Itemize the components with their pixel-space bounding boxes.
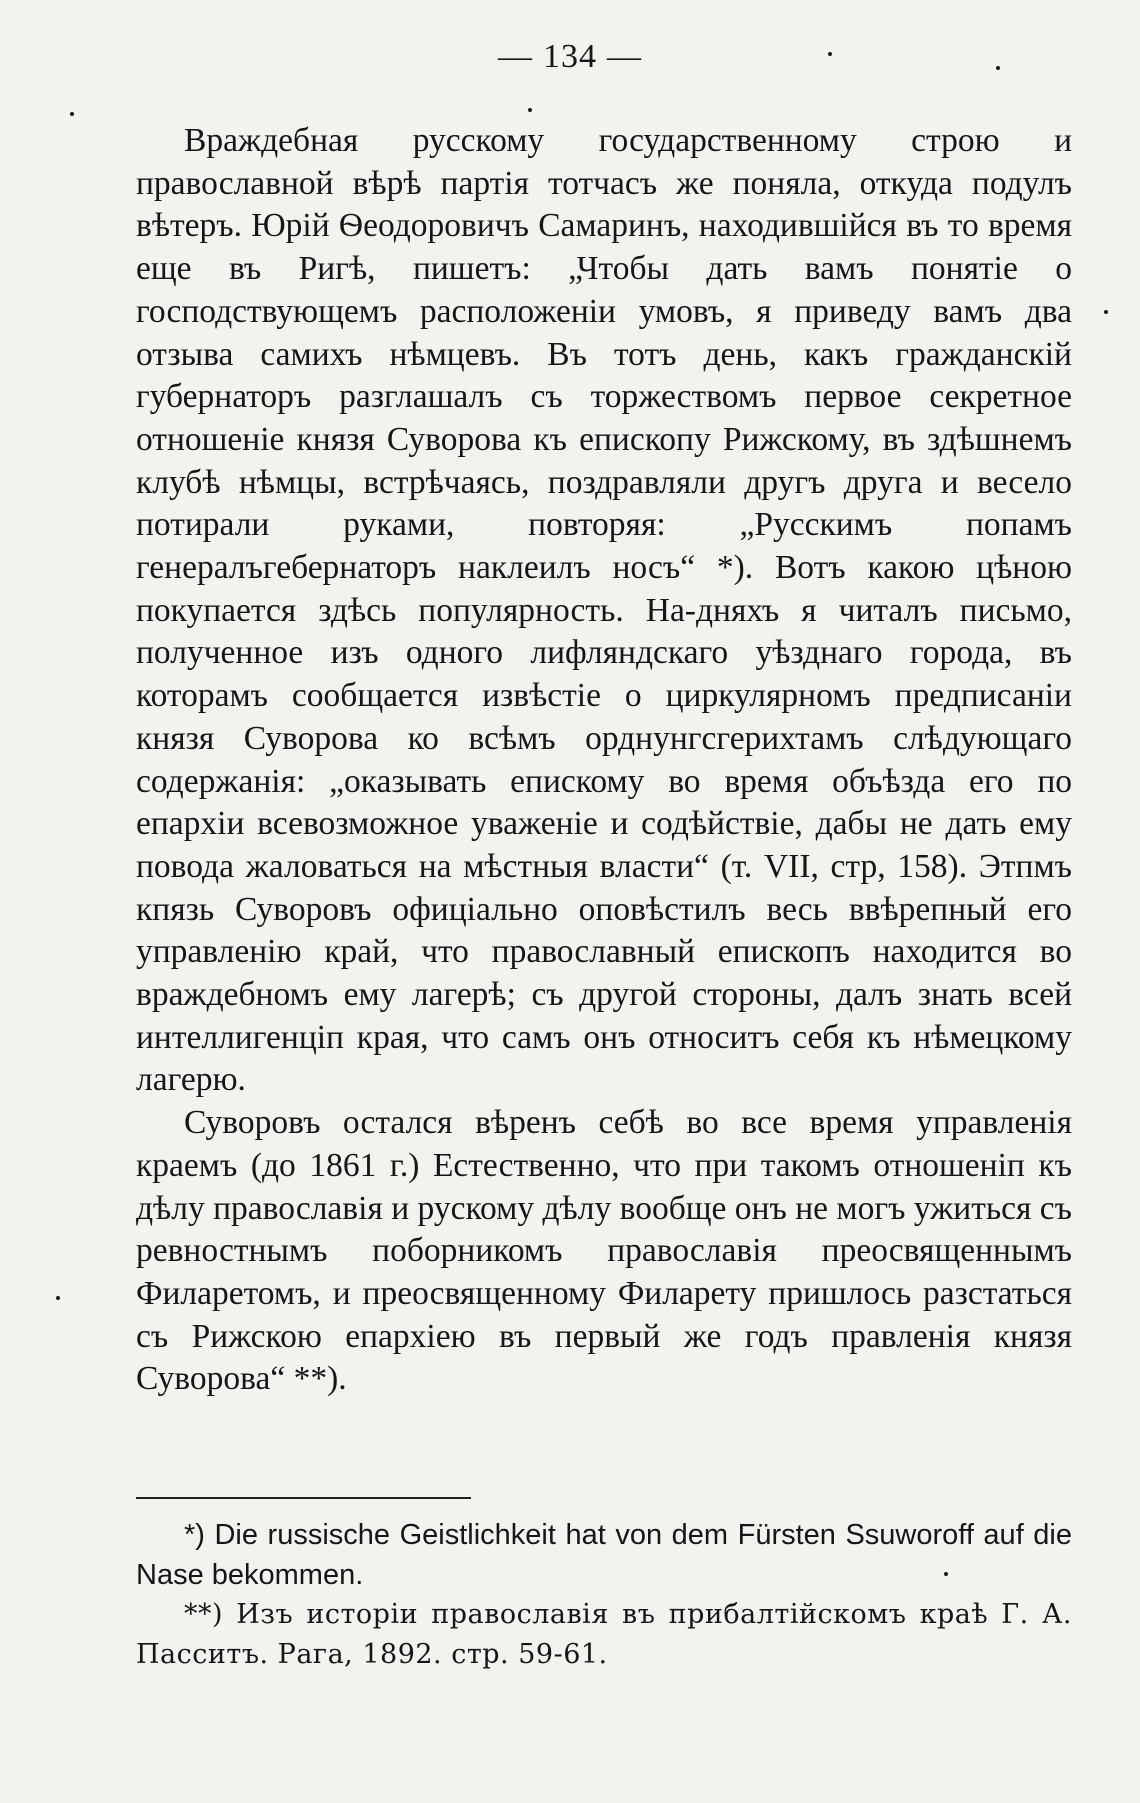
page-number-dash-right: — (607, 38, 642, 75)
footnote-2: **) Изъ исторіи православія въ прибалтійскомъ краѣ Г. А. Пасситъ. Рага, 1892. стр. 59-61. (136, 1599, 1072, 1670)
scan-speck (70, 112, 74, 116)
scan-speck (56, 1296, 60, 1300)
footnote-1: *) Die russische Geistlichkeit hat von dem Fürsten Ssuworoff auf die Nase bekommen. (136, 1519, 1072, 1591)
page-number-value: 134 (543, 38, 597, 75)
footnotes (136, 1515, 1072, 1675)
scan-speck (1104, 310, 1108, 314)
scan-speck (996, 66, 1000, 70)
scan-speck (828, 52, 832, 56)
scan-speck (944, 1572, 948, 1576)
footnote-separator (136, 1497, 471, 1499)
paragraph-1: Враждебная русскому государственному строю и православной вѣрѣ партія тотчасъ же поняла, откуда подулъ вѣтеръ. Юрій Ѳеодоровичъ Самаринъ, находившійся въ то время еще въ Ригѣ, пишетъ: „Чтобы дать вамъ понятіе о господствующемъ расположеніи умовъ, я приведу вамъ два отзыва самихъ нѣмцевъ. Въ тотъ день, какъ гражданскій губернаторъ разглашалъ съ торжествомъ первое секретное отношеніе князя Суворова къ епископу Рижскому, въ здѣшнемъ клубѣ нѣмцы, встрѣчаясь, поздравляли другъ друга и весело потирали руками, повторяя: „Русскимъ попамъ генералъгебернаторъ наклеилъ носъ“ *). Вотъ какою цѣною покупается здѣсь популярность. На-дняхъ я читалъ письмо, полученное изъ одного лифляндскаго уѣзднаго города, въ которамъ сообщается извѣстіе о циркулярномъ предписаніи князя Суворова ко всѣмъ орднунгсгерихтамъ слѣдующаго содержанія: „оказывать епискому во время объѣзда его по епархіи всевозможное уваженіе и содѣйствіе, дабы не дать ему повода жаловаться на мѣстныя власти“ (т. VII, стр, 158). Этпмъ кпязь Суворовъ офиціально оповѣстилъ весь ввѣрепный его управленію край, что православный епископъ находится во враждебномъ ему лагерѣ; съ другой стороны, далъ знать всей интеллигенціп края, что самъ онъ относитъ себя къ нѣмецкому лагерю. (136, 122, 1072, 1099)
main-text (136, 120, 1072, 1401)
scan-speck (528, 108, 532, 112)
paragraph-2: Суворовъ остался вѣренъ себѣ во все время управленія краемъ (до 1861 г.) Естественно, что при такомъ отношеніп къ дѣлу православія и рускому дѣлу вообще онъ не могъ ужиться съ ревностнымъ поборникомъ православія преосвященнымъ Филаретомъ, и преосвященному Филарету пришлось разстаться съ Рижскою епархіею въ первый же годъ правленія князя Суворова“ **). (136, 1104, 1072, 1398)
page-number (0, 38, 1140, 76)
page-number-dash-left: — (498, 38, 533, 75)
